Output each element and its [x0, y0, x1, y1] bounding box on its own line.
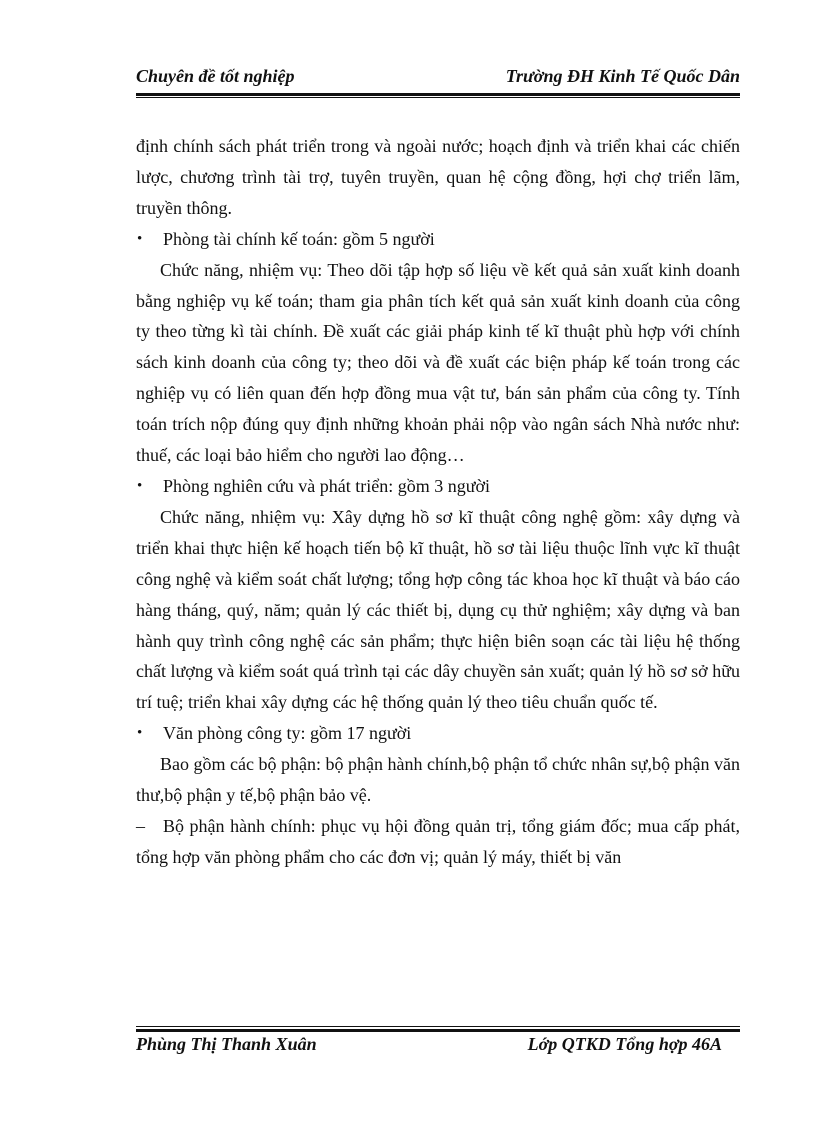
bullet-text: Phòng tài chính kế toán: gồm 5 người — [163, 228, 435, 249]
page-body — [136, 131, 740, 873]
header-university: Trường ĐH Kinh Tế Quốc Dân — [505, 66, 740, 86]
header-document-type: Chuyên đề tốt nghiệp — [136, 66, 295, 86]
dash-icon: – — [136, 815, 145, 836]
paragraph-continued: định chính sách phát triển trong và ngoài nước; hoạch định và triển khai các chiến lược, chương trình tài trợ, tuyên truyền, quan hệ cộng đồng, hợi chợ triển lãm, truyền thông. — [136, 136, 740, 218]
bullet-text: Phòng nghiên cứu và phát triển: gồm 3 người — [163, 475, 490, 496]
page-header — [136, 66, 740, 92]
paragraph-accounting-duties: Chức năng, nhiệm vụ: Theo dõi tập hợp số liệu về kết quả sản xuất kinh doanh bằng nghiệp vụ kế toán; tham gia phân tích kết quả sản xuất kinh doanh của công ty theo từng kì tài chính. Đề xuất các giải pháp kinh tế kĩ thuật phù hợp với chính sách kinh doanh của công ty; theo dõi và đề xuất các biện pháp kế toán trong các nghiệp vụ có liên quan đến hợp đồng mua vật tư, bán sản phẩm của công ty. Tính toán trích nộp đúng quy định những khoản phải nộp vào ngân sách Nhà nước như: thuế, các loại bảo hiểm cho người lao động… — [136, 259, 740, 466]
bullet-item — [136, 471, 740, 502]
paragraph-rnd-duties: Chức năng, nhiệm vụ: Xây dựng hồ sơ kĩ thuật công nghệ gồm: xây dựng và triển khai thực hiện kế hoạch tiến bộ kĩ thuật, hồ sơ tài liệu thuộc lĩnh vực kĩ thuật công nghệ và kiểm soát chất lượng; tổng hợp công tác khoa học kĩ thuật và báo cáo hàng tháng, quý, năm; quản lý các thiết bị, dụng cụ thử nghiệm; xây dựng và ban hành quy trình công nghệ các sản phẩm; thực hiện biên soạn các tài liệu hệ thống chất lượng và kiểm soát quá trình tại các dây chuyền sản xuất; quản lý hồ sơ sở hữu trí tuệ; triển khai xây dựng các hệ thống quản lý theo tiêu chuẩn quốc tế. — [136, 506, 740, 713]
dash-item — [136, 811, 740, 873]
bullet-icon: • — [137, 477, 143, 494]
bullet-item — [136, 718, 740, 749]
bullet-icon: • — [137, 725, 143, 742]
header-rule-thick — [136, 93, 740, 96]
footer-rule-thin — [136, 1026, 740, 1027]
bullet-icon: • — [137, 230, 143, 247]
footer-rule-thick — [136, 1029, 740, 1032]
paragraph-office-departments: Bao gồm các bộ phận: bộ phận hành chính,bộ phận tổ chức nhân sự,bộ phận văn thư,bộ phận y tế,bộ phận bảo vệ. — [136, 754, 740, 806]
header-rule-thin — [136, 97, 740, 98]
footer-class: Lớp QTKD Tổng hợp 46A — [527, 1034, 722, 1054]
footer-author: Phùng Thị Thanh Xuân — [136, 1034, 317, 1054]
bullet-text: Văn phòng công ty: gồm 17 người — [163, 723, 412, 744]
bullet-item — [136, 224, 740, 255]
dash-text: Bộ phận hành chính: phục vụ hội đồng quản trị, tổng giám đốc; mua cấp phát, tổng hợp văn phòng phẩm cho các đơn vị; quản lý máy, thiết bị văn — [136, 815, 740, 867]
page-footer — [136, 1034, 740, 1060]
